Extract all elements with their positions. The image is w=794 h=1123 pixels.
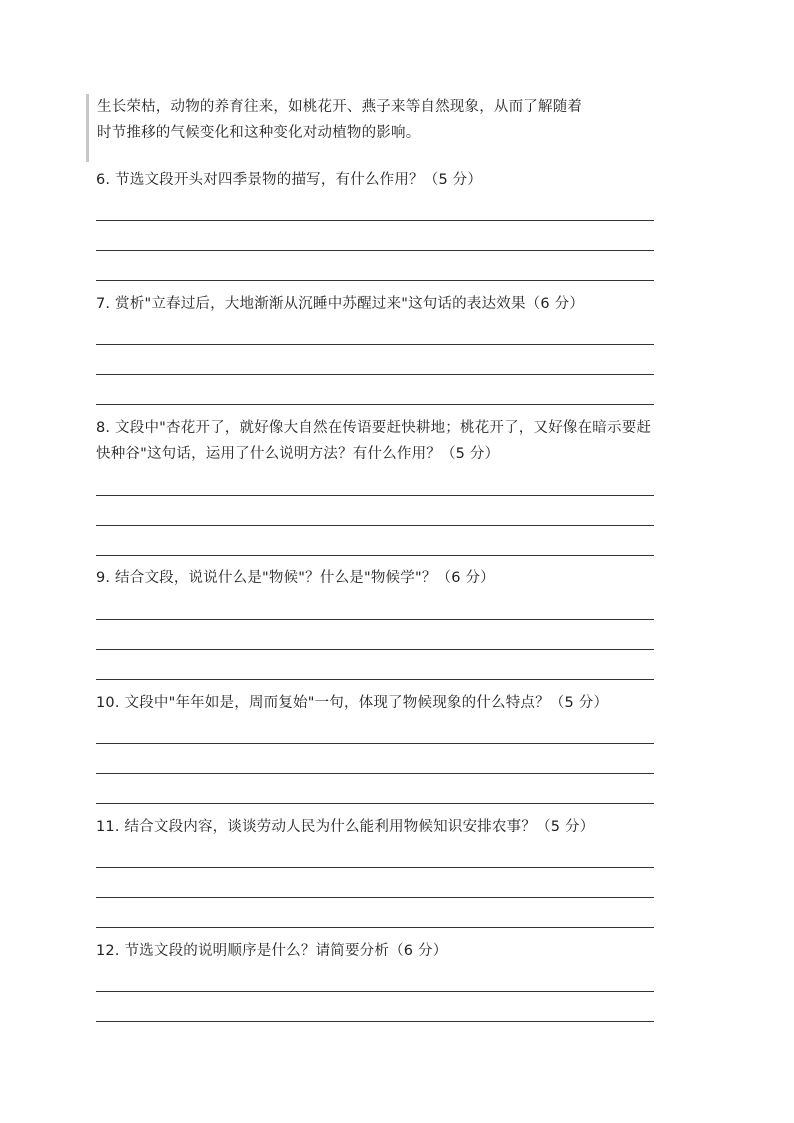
passage-line-1: 生长荣枯，动物的养育往来，如桃花开、燕子来等自然现象，从而了解随着 — [97, 99, 583, 115]
answer-line-q6-3[interactable] — [96, 280, 654, 281]
question-10: 10. 文段中"年年如是，周而复始"一句，体现了物候现象的什么特点？（5 分） — [96, 695, 609, 711]
answer-line-q6-1[interactable] — [96, 220, 654, 221]
answer-line-q11-1[interactable] — [96, 867, 654, 868]
answer-line-q10-1[interactable] — [96, 743, 654, 744]
answer-line-q10-3[interactable] — [96, 803, 654, 804]
question-11: 11. 结合文段内容，谈谈劳动人民为什么能利用物候知识安排农事？（5 分） — [96, 819, 595, 835]
answer-line-q8-2[interactable] — [96, 525, 654, 526]
question-6: 6. 节选文段开头对四季景物的描写，有什么作用？（5 分） — [96, 172, 483, 188]
answer-line-q7-3[interactable] — [96, 404, 654, 405]
answer-line-q10-2[interactable] — [96, 773, 654, 774]
question-8-line-1: 8. 文段中"杏花开了，就好像大自然在传语要赶快耕地；桃花开了，又好像在暗示要赶 — [96, 420, 652, 436]
answer-line-q11-3[interactable] — [96, 927, 654, 928]
answer-line-q12-1[interactable] — [96, 991, 654, 992]
answer-line-q9-3[interactable] — [96, 679, 654, 680]
answer-line-q7-1[interactable] — [96, 344, 654, 345]
passage-excerpt — [86, 94, 686, 162]
answer-line-q12-2[interactable] — [96, 1021, 654, 1022]
question-8-line-2: 快种谷"这句话，运用了什么说明方法？有什么作用？（5 分） — [96, 446, 500, 462]
question-9: 9. 结合文段，说说什么是"物候"？什么是"物候学"？（6 分） — [96, 570, 495, 586]
answer-line-q8-1[interactable] — [96, 495, 654, 496]
passage-line-2: 时节推移的气候变化和这种变化对动植物的影响。 — [97, 125, 421, 141]
question-12: 12. 节选文段的说明顺序是什么？请简要分析（6 分） — [96, 943, 448, 959]
answer-line-q11-2[interactable] — [96, 897, 654, 898]
answer-line-q7-2[interactable] — [96, 374, 654, 375]
question-7: 7. 赏析"立春过后，大地渐渐从沉睡中苏醒过来"这句话的表达效果（6 分） — [96, 296, 585, 312]
answer-line-q9-2[interactable] — [96, 649, 654, 650]
answer-line-q6-2[interactable] — [96, 250, 654, 251]
answer-line-q8-3[interactable] — [96, 555, 654, 556]
answer-line-q9-1[interactable] — [96, 619, 654, 620]
